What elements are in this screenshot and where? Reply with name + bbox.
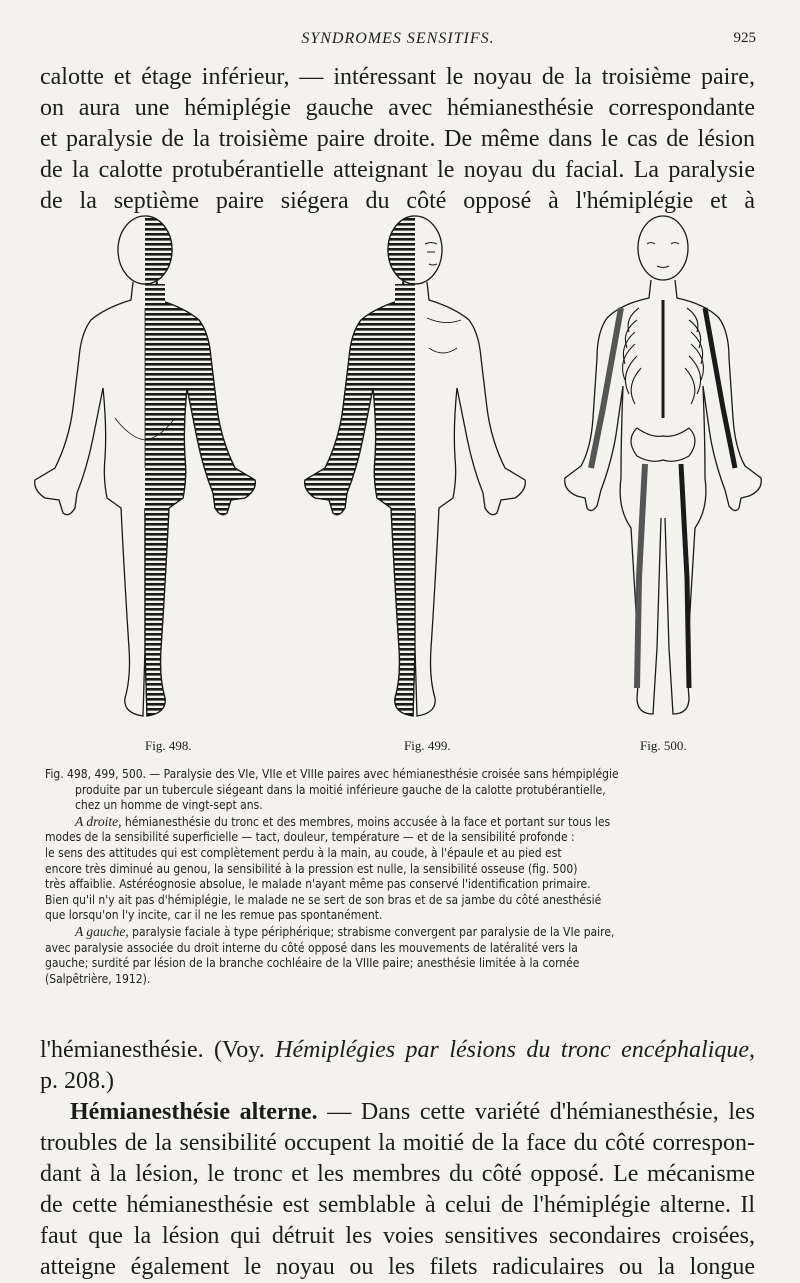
- caption-text: paralysie faciale à type périphérique; strabisme convergent par paralysie de la VIe paire,: [128, 924, 615, 939]
- caption-line: Bien qu'il n'y ait pas d'hémiplégie, le malade ne se sert de son bras et de sa jambe du côté anesthésié: [45, 892, 602, 907]
- text-line: calotte et étage inférieur, — intéressant le noyau de la troisième paire,: [40, 64, 755, 90]
- text-fragment: — Dans cette variété d'hémianesthésie, les: [317, 1099, 756, 1125]
- text-line: de cette hémianesthésie est semblable à celui de l'hémiplégie alterne. Il: [40, 1192, 755, 1218]
- text-line: [40, 1035, 755, 1066]
- caption-line: le sens des attitudes qui est complètement perdu à la main, au coude, à l'épaule et au pied est: [45, 845, 562, 860]
- text-fragment: l'hémianesthésie. (Voy.: [40, 1037, 276, 1063]
- caption-line: modes de la sensibilité superficielle — tact, douleur, température — et de la sensibilité profonde :: [45, 830, 575, 845]
- page-number: 925: [733, 30, 756, 46]
- reference-title: Hémiplégies par lésions du tronc encéphalique,: [275, 1037, 756, 1063]
- text-line: faut que la lésion qui détruit les voies sensitives secondaires croisées,: [40, 1223, 755, 1249]
- text-line: on aura une hémiplégie gauche avec hémianesthésie correspondante: [40, 95, 755, 121]
- figures-svg: [25, 208, 785, 728]
- caption-gauche-label: A gauche,: [75, 923, 129, 939]
- section-heading: Hémianesthésie alterne.: [70, 1099, 318, 1125]
- figure-label: Fig. 500.: [640, 738, 687, 753]
- body-text-top: [40, 62, 755, 217]
- text-line: atteigne également le noyau ou les filets radiculaires ou la longue: [40, 1254, 755, 1280]
- text-line: de la septième paire siégera du côté opposé à l'hémiplégie et à: [40, 188, 755, 214]
- caption-line: produite par un tubercule siégeant dans la moitié inférieure gauche de la calotte protubérantielle,: [75, 782, 606, 797]
- text-line: dant à la lésion, le tronc et les membres du côté opposé. Le mécanisme: [40, 1161, 755, 1187]
- caption-line: (Salpêtrière, 1912).: [45, 971, 151, 986]
- anatomical-figures: [25, 208, 785, 728]
- caption-line: encore très diminué au genou, la sensibilité à la pression est nulle, la sensibilité osseuse (fig. 500): [45, 861, 578, 876]
- running-head: [40, 30, 756, 54]
- caption-droite-label: A droite,: [75, 813, 122, 829]
- figure-500-skeleton: [565, 216, 762, 714]
- caption-text: hémianesthésie du tronc et des membres, moins accusée à la face et portant sur tous les: [121, 814, 611, 829]
- figure-caption: [45, 767, 757, 987]
- caption-line: avec paralysie associée du droit interne du côté opposé dans les mouvements de latéralité vers la: [45, 940, 578, 955]
- body-text-bottom: [40, 1035, 755, 1283]
- figure-label: Fig. 499.: [404, 738, 451, 753]
- figure-labels: [0, 738, 800, 758]
- figure-label: Fig. 498.: [145, 738, 192, 753]
- caption-line: chez un homme de vingt-sept ans.: [75, 798, 263, 813]
- caption-line: Fig. 498, 499, 500. — Paralysie des VIe, VIIe et VIIIe paires avec hémianesthésie croisée sans hémpiplégie: [45, 767, 619, 781]
- caption-line: que lorsqu'on l'y incite, car il ne les remue pas spontanément.: [45, 908, 383, 923]
- caption-line: [45, 924, 757, 941]
- text-line: p. 208.): [40, 1068, 114, 1094]
- caption-line: gauche; surdité par lésion de la branche cochléaire de la VIIIe paire; anesthésie limitée à la cornée: [45, 956, 580, 971]
- caption-line: [45, 814, 757, 831]
- text-line: de la calotte protubérantielle atteignant le noyau du facial. La paralysie: [40, 157, 755, 183]
- text-line: [40, 1097, 755, 1128]
- figure-498-back-view: [35, 216, 256, 716]
- figure-499-front-view: [305, 216, 526, 716]
- caption-line: très affaiblie. Astéréognosie absolue, le malade n'ayant même pas conservé l'identification primaire.: [45, 877, 591, 892]
- running-title: SYNDROMES SENSITIFS.: [301, 30, 495, 47]
- text-line: troubles de la sensibilité occupent la moitié de la face du côté correspon-: [40, 1130, 755, 1156]
- text-line: et paralysie de la troisième paire droite. De même dans le cas de lésion: [40, 126, 755, 152]
